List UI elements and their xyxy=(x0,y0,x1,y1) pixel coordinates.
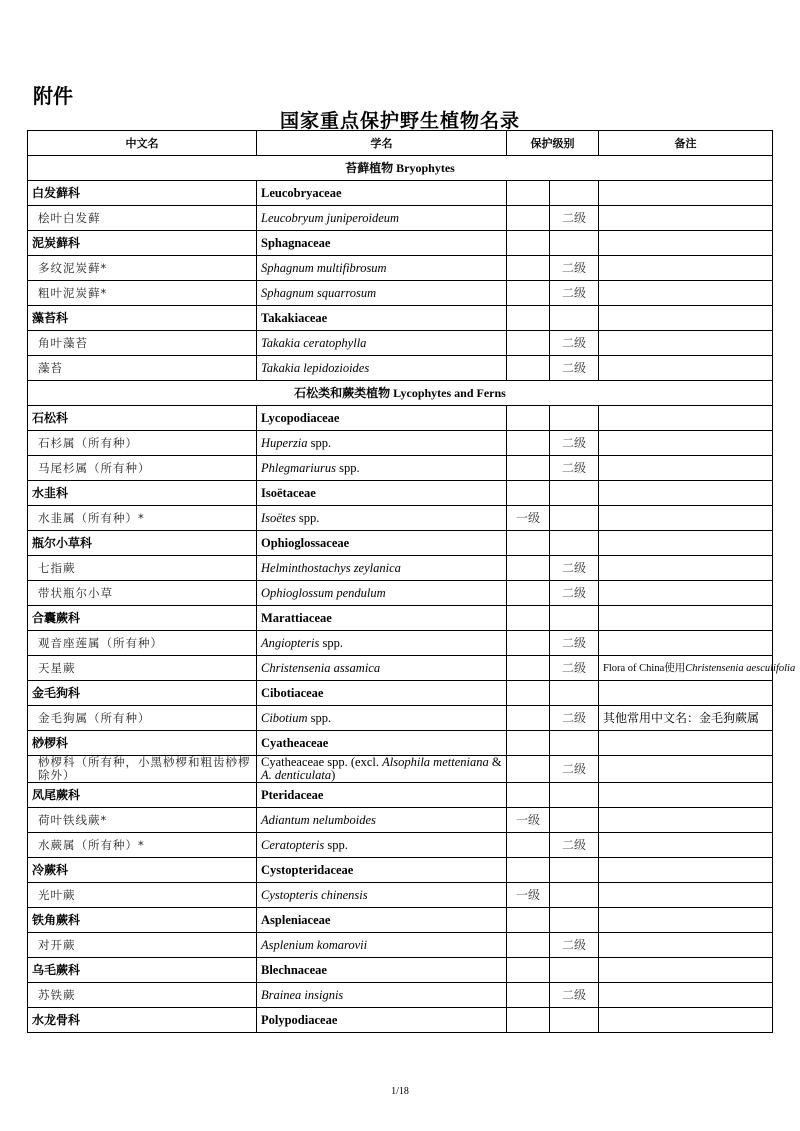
level-two-cell xyxy=(550,1008,599,1033)
note-cell xyxy=(599,206,773,231)
family-chinese-name: 桫椤科 xyxy=(28,731,257,756)
species-row xyxy=(28,356,773,381)
level-two-cell xyxy=(550,808,599,833)
level-one-cell xyxy=(507,406,550,431)
family-chinese-name: 白发藓科 xyxy=(28,181,257,206)
family-chinese-name: 水韭科 xyxy=(28,481,257,506)
species-scientific-name xyxy=(257,631,507,656)
table-header-row xyxy=(28,131,773,156)
species-scientific-name xyxy=(257,756,507,783)
scientific-name-part: Alsophila metteniana xyxy=(382,755,489,769)
family-row xyxy=(28,231,773,256)
note-cell xyxy=(599,306,773,331)
note-cell: 其他常用中文名：金毛狗蕨属 xyxy=(599,706,773,731)
species-row xyxy=(28,456,773,481)
note-cell xyxy=(599,281,773,306)
species-chinese-name: 角叶藻苔 xyxy=(28,331,257,356)
note-cell xyxy=(599,681,773,706)
level-two-cell xyxy=(550,731,599,756)
column-header-chinese-name: 中文名 xyxy=(28,131,257,156)
family-row xyxy=(28,531,773,556)
level-one-cell: 一级 xyxy=(507,506,550,531)
family-row xyxy=(28,958,773,983)
level-two-cell xyxy=(550,506,599,531)
family-scientific-name: Lycopodiaceae xyxy=(257,406,507,431)
species-scientific-name xyxy=(257,983,507,1008)
family-chinese-name: 水龙骨科 xyxy=(28,1008,257,1033)
scientific-name-italic: Takakia ceratophylla xyxy=(261,335,367,350)
family-scientific-name: Sphagnaceae xyxy=(257,231,507,256)
species-chinese-name: 苏铁蕨 xyxy=(28,983,257,1008)
family-chinese-name: 合囊蕨科 xyxy=(28,606,257,631)
section-heading: 苔藓植物 Bryophytes xyxy=(28,156,773,181)
protected-plants-table xyxy=(27,130,796,1033)
column-header-protection-level: 保护级别 xyxy=(507,131,599,156)
note-cell xyxy=(599,933,773,958)
species-chinese-name: 对开蕨 xyxy=(28,933,257,958)
level-two-cell xyxy=(550,231,599,256)
note-cell xyxy=(599,456,773,481)
family-row xyxy=(28,908,773,933)
scientific-name-italic: Ophioglossum pendulum xyxy=(261,585,386,600)
level-two-cell xyxy=(550,531,599,556)
level-one-cell xyxy=(507,456,550,481)
species-scientific-name xyxy=(257,933,507,958)
species-row xyxy=(28,933,773,958)
species-scientific-name xyxy=(257,556,507,581)
note-cell xyxy=(599,331,773,356)
note-cell xyxy=(599,181,773,206)
family-scientific-name: Aspleniaceae xyxy=(257,908,507,933)
level-one-cell xyxy=(507,356,550,381)
family-row xyxy=(28,783,773,808)
level-two-cell: 二级 xyxy=(550,706,599,731)
species-chinese-name: 桧叶白发藓 xyxy=(28,206,257,231)
level-two-cell: 二级 xyxy=(550,431,599,456)
family-chinese-name: 乌毛蕨科 xyxy=(28,958,257,983)
species-chinese-name: 石杉属（所有种） xyxy=(28,431,257,456)
note-text: Flora of China使用 xyxy=(603,662,686,674)
family-row xyxy=(28,731,773,756)
section-heading: 石松类和蕨类植物 Lycophytes and Ferns xyxy=(28,381,773,406)
level-two-cell xyxy=(550,306,599,331)
level-one-cell xyxy=(507,531,550,556)
level-one-cell xyxy=(507,756,550,783)
family-scientific-name: Pteridaceae xyxy=(257,783,507,808)
level-one-cell: 一级 xyxy=(507,808,550,833)
scientific-name-suffix: spp. xyxy=(336,460,360,475)
page-number: 1/18 xyxy=(391,1086,409,1097)
family-chinese-name: 冷蕨科 xyxy=(28,858,257,883)
family-scientific-name: Ophioglossaceae xyxy=(257,531,507,556)
scientific-name-italic: Leucobryum juniperoideum xyxy=(261,210,400,225)
note-cell xyxy=(599,808,773,833)
family-chinese-name: 石松科 xyxy=(28,406,257,431)
species-scientific-name xyxy=(257,833,507,858)
species-scientific-name xyxy=(257,331,507,356)
level-one-cell xyxy=(507,331,550,356)
species-row xyxy=(28,983,773,1008)
species-row xyxy=(28,833,773,858)
level-one-cell xyxy=(507,581,550,606)
note-cell xyxy=(599,858,773,883)
species-row xyxy=(28,756,773,783)
note-cell xyxy=(599,356,773,381)
level-two-cell xyxy=(550,406,599,431)
scientific-name-italic: Takakia lepidozioides xyxy=(261,360,370,375)
level-two-cell: 二级 xyxy=(550,281,599,306)
level-two-cell: 二级 xyxy=(550,581,599,606)
species-row xyxy=(28,281,773,306)
species-scientific-name xyxy=(257,706,507,731)
family-chinese-name: 泥炭藓科 xyxy=(28,231,257,256)
species-chinese-name: 带状瓶尔小草 xyxy=(28,581,257,606)
level-one-cell xyxy=(507,181,550,206)
scientific-name-italic: Sphagnum multifibrosum xyxy=(261,260,387,275)
column-header-notes: 备注 xyxy=(599,131,773,156)
species-scientific-name xyxy=(257,506,507,531)
note-cell xyxy=(599,1008,773,1033)
note-cell xyxy=(599,406,773,431)
note-cell xyxy=(599,731,773,756)
level-one-cell xyxy=(507,606,550,631)
species-row xyxy=(28,706,773,731)
scientific-name-suffix: spp. xyxy=(307,435,332,450)
note-cell xyxy=(599,883,773,908)
note-cell xyxy=(599,833,773,858)
scientific-name-italic: Cibotium xyxy=(261,710,308,725)
note-cell xyxy=(599,756,773,783)
level-two-cell: 二级 xyxy=(550,456,599,481)
scientific-name-part: ) xyxy=(331,768,336,782)
species-scientific-name xyxy=(257,356,507,381)
species-chinese-name: 水韭属（所有种）* xyxy=(28,506,257,531)
family-row xyxy=(28,181,773,206)
scientific-name-part: & xyxy=(488,755,502,769)
level-two-cell: 二级 xyxy=(550,933,599,958)
note-cell xyxy=(599,958,773,983)
level-one-cell xyxy=(507,1008,550,1033)
note-cell xyxy=(599,506,773,531)
scientific-name-italic: Helminthostachys zeylanica xyxy=(261,560,401,575)
species-chinese-name: 马尾杉属（所有种） xyxy=(28,456,257,481)
level-two-cell: 二级 xyxy=(550,356,599,381)
level-one-cell xyxy=(507,908,550,933)
species-scientific-name xyxy=(257,456,507,481)
level-one-cell xyxy=(507,306,550,331)
species-row xyxy=(28,556,773,581)
species-chinese-name: 光叶蕨 xyxy=(28,883,257,908)
species-row xyxy=(28,256,773,281)
family-scientific-name: Isoëtaceae xyxy=(257,481,507,506)
family-row xyxy=(28,681,773,706)
family-scientific-name: Polypodiaceae xyxy=(257,1008,507,1033)
scientific-name-italic: Phlegmariurus xyxy=(261,460,336,475)
level-two-cell xyxy=(550,181,599,206)
level-one-cell xyxy=(507,656,550,681)
level-two-cell: 二级 xyxy=(550,256,599,281)
species-row xyxy=(28,331,773,356)
species-row xyxy=(28,206,773,231)
scientific-name-italic: Asplenium komarovii xyxy=(261,937,368,952)
scientific-name-part: A. denticulata xyxy=(261,768,332,782)
level-two-cell: 二级 xyxy=(550,756,599,783)
note-cell xyxy=(599,231,773,256)
species-row xyxy=(28,631,773,656)
level-two-cell: 二级 xyxy=(550,331,599,356)
note-cell xyxy=(599,531,773,556)
level-one-cell xyxy=(507,983,550,1008)
family-chinese-name: 金毛狗科 xyxy=(28,681,257,706)
level-one-cell xyxy=(507,431,550,456)
species-chinese-name: 七指蕨 xyxy=(28,556,257,581)
species-chinese-name: 金毛狗属（所有种） xyxy=(28,706,257,731)
note-cell xyxy=(599,556,773,581)
species-scientific-name xyxy=(257,281,507,306)
species-scientific-name xyxy=(257,256,507,281)
level-one-cell xyxy=(507,631,550,656)
family-chinese-name: 凤尾蕨科 xyxy=(28,783,257,808)
note-cell xyxy=(599,908,773,933)
species-scientific-name xyxy=(257,656,507,681)
species-chinese-name: 荷叶铁线蕨* xyxy=(28,808,257,833)
scientific-name-italic: Christensenia assamica xyxy=(261,660,381,675)
level-two-cell xyxy=(550,783,599,808)
level-one-cell xyxy=(507,731,550,756)
scientific-name-italic: Angiopteris xyxy=(261,635,320,650)
family-row xyxy=(28,481,773,506)
species-chinese-name: 观音座莲属（所有种） xyxy=(28,631,257,656)
level-one-cell xyxy=(507,231,550,256)
scientific-name-part: Cyatheaceae spp. (excl. xyxy=(261,755,383,769)
note-cell xyxy=(599,481,773,506)
species-scientific-name xyxy=(257,206,507,231)
table-body xyxy=(28,156,796,1033)
level-two-cell: 二级 xyxy=(550,833,599,858)
level-one-cell xyxy=(507,783,550,808)
level-two-cell xyxy=(550,606,599,631)
level-two-cell: 二级 xyxy=(550,983,599,1008)
note-cell xyxy=(599,983,773,1008)
level-one-cell xyxy=(507,681,550,706)
note-cell xyxy=(599,783,773,808)
species-row xyxy=(28,506,773,531)
scientific-name-italic: Sphagnum squarrosum xyxy=(261,285,377,300)
family-row xyxy=(28,306,773,331)
species-row xyxy=(28,883,773,908)
note-cell xyxy=(599,581,773,606)
scientific-name-suffix: spp. xyxy=(319,635,343,650)
species-row xyxy=(28,656,773,681)
level-one-cell xyxy=(507,833,550,858)
family-scientific-name: Cibotiaceae xyxy=(257,681,507,706)
scientific-name-suffix: spp. xyxy=(324,837,348,852)
scientific-name-italic: Ceratopteris xyxy=(261,837,325,852)
family-scientific-name: Cyatheaceae xyxy=(257,731,507,756)
family-chinese-name: 瓶尔小草科 xyxy=(28,531,257,556)
note-cell xyxy=(599,606,773,631)
family-chinese-name: 铁角蕨科 xyxy=(28,908,257,933)
note-cell xyxy=(599,256,773,281)
level-one-cell xyxy=(507,958,550,983)
section-row xyxy=(28,156,773,181)
scientific-name-italic: Brainea insignis xyxy=(261,987,344,1002)
scientific-name-italic: Huperzia xyxy=(261,435,308,450)
species-row xyxy=(28,581,773,606)
scientific-name-suffix: spp. xyxy=(307,710,332,725)
species-scientific-name xyxy=(257,581,507,606)
species-chinese-name: 水蕨属（所有种）* xyxy=(28,833,257,858)
species-chinese-name: 天星蕨 xyxy=(28,656,257,681)
species-scientific-name xyxy=(257,883,507,908)
note-cell xyxy=(599,656,796,681)
species-row xyxy=(28,808,773,833)
family-row xyxy=(28,606,773,631)
column-header-scientific-name: 学名 xyxy=(257,131,507,156)
species-scientific-name xyxy=(257,808,507,833)
level-one-cell xyxy=(507,933,550,958)
level-two-cell xyxy=(550,958,599,983)
level-one-cell xyxy=(507,206,550,231)
level-one-cell xyxy=(507,481,550,506)
note-cell xyxy=(599,431,773,456)
scientific-name-italic: Isoëtes xyxy=(261,510,296,525)
species-chinese-name: 粗叶泥炭藓* xyxy=(28,281,257,306)
family-scientific-name: Leucobryaceae xyxy=(257,181,507,206)
scientific-name-italic: Cystopteris chinensis xyxy=(261,887,368,902)
family-row xyxy=(28,406,773,431)
level-two-cell xyxy=(550,908,599,933)
level-two-cell xyxy=(550,858,599,883)
family-scientific-name: Cystopteridaceae xyxy=(257,858,507,883)
note-text-italic: Christensenia aesculifolia xyxy=(685,662,796,674)
species-row xyxy=(28,431,773,456)
level-two-cell xyxy=(550,681,599,706)
scientific-name-suffix: spp. xyxy=(295,510,320,525)
document-title: 国家重点保护野生植物名录 xyxy=(279,110,520,132)
level-two-cell: 二级 xyxy=(550,556,599,581)
family-scientific-name: Takakiaceae xyxy=(257,306,507,331)
level-two-cell: 二级 xyxy=(550,631,599,656)
species-scientific-name xyxy=(257,431,507,456)
attachment-label: 附件 xyxy=(33,84,73,108)
family-chinese-name: 藻苔科 xyxy=(28,306,257,331)
level-two-cell xyxy=(550,481,599,506)
level-two-cell: 二级 xyxy=(550,206,599,231)
species-chinese-name: 桫椤科（所有种，小黑桫椤和粗齿桫椤除外） xyxy=(28,756,257,783)
family-scientific-name: Blechnaceae xyxy=(257,958,507,983)
family-row xyxy=(28,858,773,883)
level-one-cell xyxy=(507,281,550,306)
level-one-cell xyxy=(507,706,550,731)
family-row xyxy=(28,1008,773,1033)
note-cell xyxy=(599,631,773,656)
level-two-cell xyxy=(550,883,599,908)
level-two-cell: 二级 xyxy=(550,656,599,681)
family-scientific-name: Marattiaceae xyxy=(257,606,507,631)
level-one-cell xyxy=(507,256,550,281)
level-one-cell: 一级 xyxy=(507,883,550,908)
species-chinese-name: 多纹泥炭藓* xyxy=(28,256,257,281)
scientific-name-italic: Adiantum nelumboides xyxy=(261,812,376,827)
level-one-cell xyxy=(507,858,550,883)
level-one-cell xyxy=(507,556,550,581)
species-chinese-name: 藻苔 xyxy=(28,356,257,381)
section-row xyxy=(28,381,773,406)
